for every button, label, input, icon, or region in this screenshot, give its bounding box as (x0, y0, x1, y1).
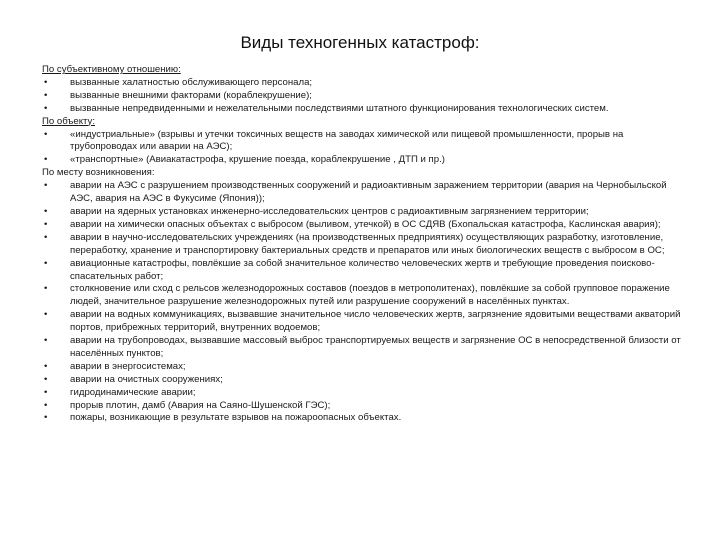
section-heading: По объекту: (42, 115, 96, 127)
list-item (42, 154, 687, 167)
bullet-icon: • (44, 412, 48, 424)
list-item (42, 361, 687, 374)
slide-content (42, 64, 687, 425)
list-item-text: аварии на АЭС с разрушением производственных сооружений и радиоактивным заражением территории (авария на Чернобыльской АЭС, авария на АЭС в Фукусиме (Япония)); (70, 180, 667, 205)
list-item (42, 258, 687, 284)
section-object (42, 116, 687, 168)
list-item-text: вызванные халатностью обслуживающего персонала; (70, 76, 313, 88)
bullet-icon: • (44, 89, 48, 101)
section-subjective (42, 64, 687, 116)
list-item (42, 309, 687, 335)
list-item-text: аварии на химически опасных объектах с выбросом (выливом, утечкой) в ОС СДЯВ (Бхопальская катастрофа, Каслинская авария); (70, 218, 661, 230)
list-item-text: аварии на водных коммуникациях, вызвавшие значительное число человеческих жертв, загрязнение ядовитыми веществами акваторий портов, прибрежных территорий, внутренних водоемов; (70, 309, 681, 334)
bullet-icon: • (44, 373, 48, 385)
list-item (42, 129, 687, 155)
bullet-list (42, 180, 687, 425)
list-item (42, 77, 687, 90)
list-item-text: прорыв плотин, дамб (Авария на Саяно-Шушенской ГЭС); (70, 399, 331, 411)
list-item-text: «транспортные» (Авиакатастрофа, крушение поезда, кораблекрушение , ДТП и пр.) (70, 154, 445, 166)
list-item (42, 206, 687, 219)
section-location (42, 167, 687, 425)
bullet-icon: • (44, 283, 48, 295)
bullet-icon: • (44, 335, 48, 347)
bullet-list (42, 77, 687, 116)
list-item (42, 283, 687, 309)
bullet-icon: • (44, 128, 48, 140)
list-item (42, 400, 687, 413)
bullet-icon: • (44, 360, 48, 372)
bullet-icon: • (44, 76, 48, 88)
bullet-icon: • (44, 386, 48, 398)
bullet-icon: • (44, 399, 48, 411)
bullet-list (42, 129, 687, 168)
bullet-icon: • (44, 154, 48, 166)
list-item-text: аварии в энергосистемах; (70, 360, 186, 372)
list-item-text: авиационные катастрофы, повлёкшие за собой значительное количество человеческих жертв и требующие проведения поисково-спасательных работ; (70, 257, 655, 282)
list-item-text: аварии на трубопроводах, вызвавшие массовый выброс транспортируемых веществ и загрязнение ОС в непосредственной близости от населённых пунктов; (70, 335, 681, 359)
bullet-icon: • (44, 205, 48, 217)
list-item (42, 180, 687, 206)
section-heading: По субъективному отношению: (42, 64, 181, 75)
list-item (42, 374, 687, 387)
list-item (42, 387, 687, 400)
list-item-text: пожары, возникающие в результате взрывов на пожароопасных объектах. (70, 412, 402, 424)
list-item (42, 232, 687, 258)
list-item-text: аварии на очистных сооружениях; (70, 373, 223, 385)
bullet-icon: • (44, 231, 48, 243)
slide-title: Виды техногенных катастроф: (240, 33, 480, 52)
section-heading: По месту возникновения: (42, 167, 155, 179)
bullet-icon: • (44, 257, 48, 269)
list-item (42, 103, 687, 116)
bullet-icon: • (44, 180, 48, 192)
bullet-icon: • (44, 102, 48, 114)
list-item-text: гидродинамические аварии; (70, 386, 196, 398)
list-item (42, 412, 687, 425)
bullet-icon: • (44, 218, 48, 230)
list-item (42, 335, 687, 361)
list-item-text: вызванные непредвиденными и нежелательными последствиями штатного функционирования технологических систем. (70, 102, 609, 114)
list-item-text: «индустриальные» (взрывы и утечки токсичных веществ на заводах химической или пищевой промышленности, прорыв на трубопроводах или аварии на АЭС); (70, 128, 624, 153)
list-item-text: аварии на ядерных установках инженерно-исследовательских центров с радиоактивным загрязнением территории; (70, 205, 589, 217)
bullet-icon: • (44, 309, 48, 321)
list-item-text: вызванные внешними факторами (кораблекрушение); (70, 89, 312, 101)
list-item-text: аварии в научно-исследовательских учреждениях (на производственных предприятиях) осуществляющих разработку, изготовление, переработку, хранение и транспортировку бактериальных средств и препаратов или иных биологических веществ с выбросом в ОС; (70, 231, 665, 256)
list-item-text: столкновение или сход с рельсов железнодорожных составов (поездов в метрополитенах), повлёкшие за собой групповое поражение людей, значительное разрушение железнодорожных путей или разрушение сооружений в населённых пунктах. (70, 283, 670, 308)
list-item (42, 90, 687, 103)
list-item (42, 219, 687, 232)
